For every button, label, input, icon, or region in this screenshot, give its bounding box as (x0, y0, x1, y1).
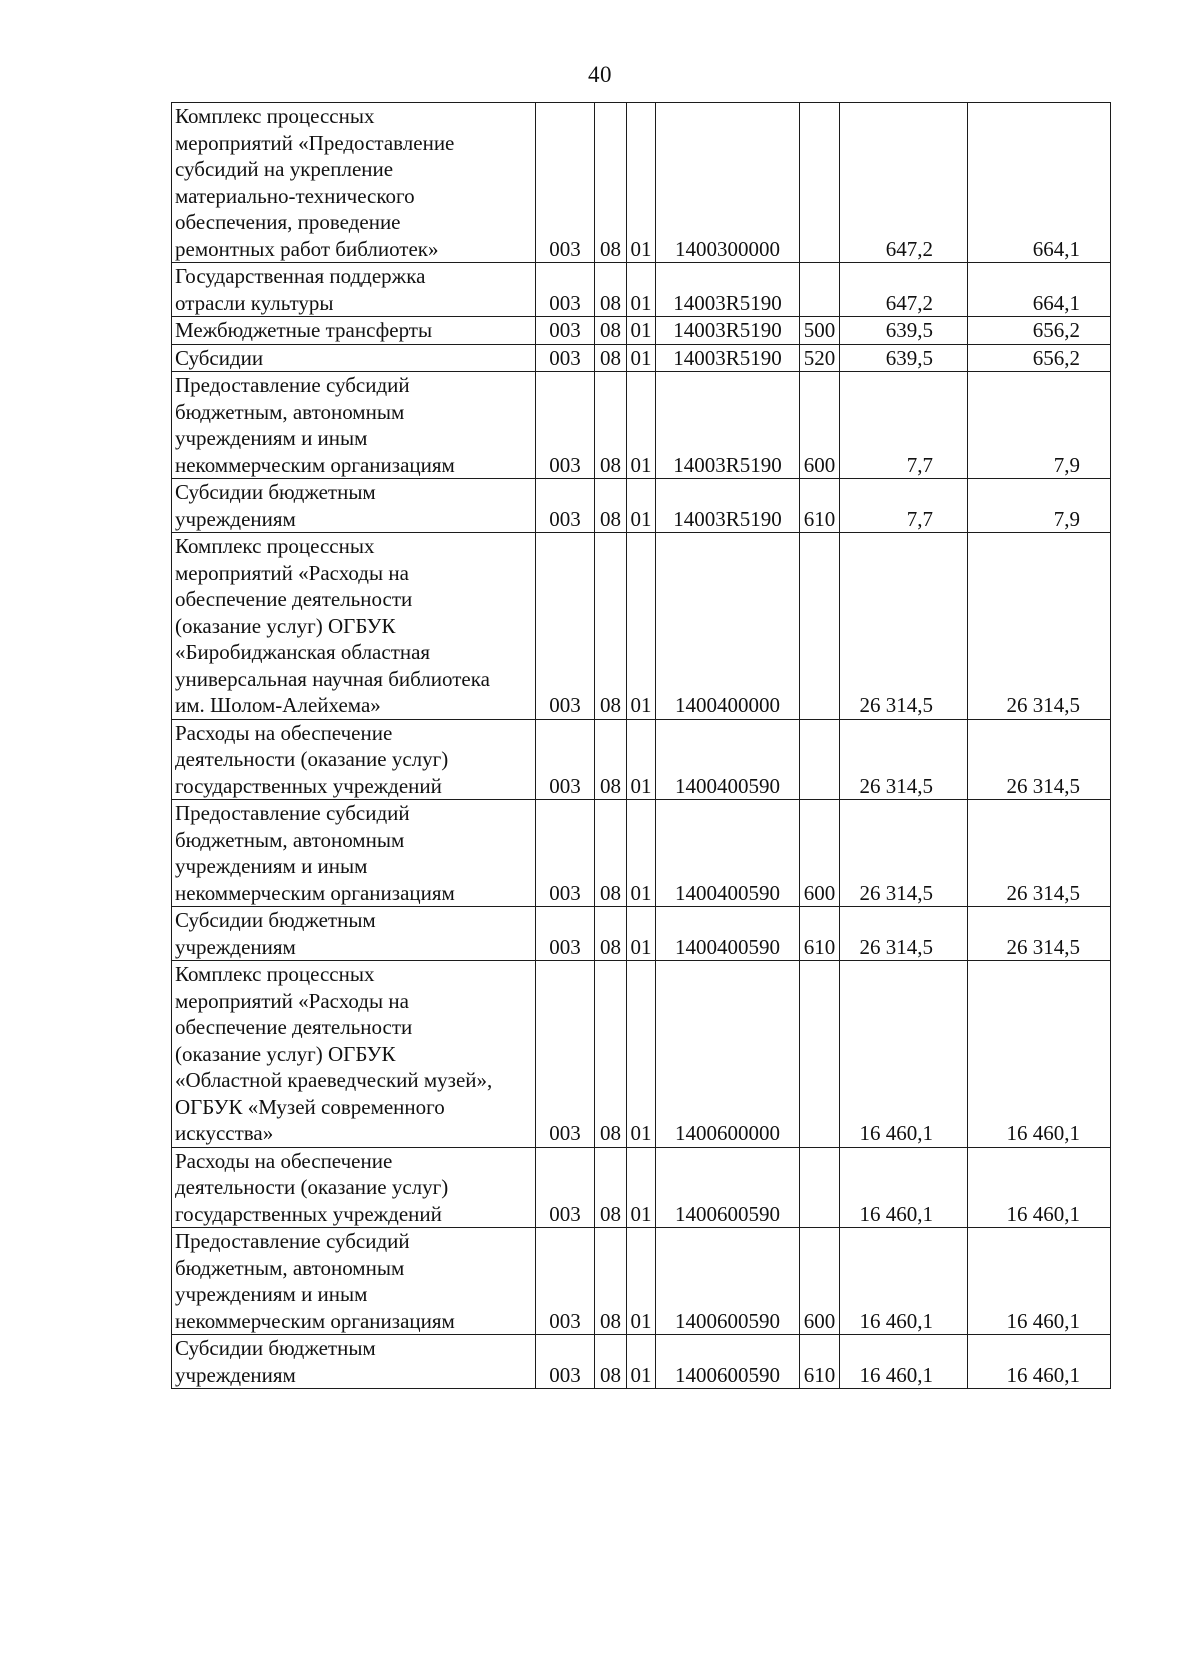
target-item-code-cell: 1400400590 (656, 719, 800, 800)
target-item-code-cell: 1400400590 (656, 907, 800, 961)
target-item-code-cell: 14003R5190 (656, 317, 800, 345)
amount-year-1-cell: 26 314,5 (840, 719, 968, 800)
amount-year-1-cell: 26 314,5 (840, 907, 968, 961)
section-code-cell: 08 (595, 907, 627, 961)
expense-type-code-cell (800, 263, 840, 317)
admin-code-cell: 003 (536, 1147, 595, 1228)
table-body (172, 103, 1111, 1389)
expense-type-code-cell (800, 533, 840, 720)
row-name-cell: Межбюджетные трансферты (172, 317, 536, 345)
amount-year-2-cell: 656,2 (968, 344, 1111, 372)
subsection-code-cell: 01 (627, 1147, 656, 1228)
amount-year-1-cell: 16 460,1 (840, 1228, 968, 1335)
admin-code-cell: 003 (536, 719, 595, 800)
target-item-code-cell: 14003R5190 (656, 372, 800, 479)
expense-type-code-cell: 610 (800, 907, 840, 961)
amount-year-2-cell: 26 314,5 (968, 533, 1111, 720)
target-item-code-cell: 14003R5190 (656, 344, 800, 372)
row-name-cell: Субсидии бюджетным учреждениям (172, 1335, 536, 1389)
amount-year-1-cell: 647,2 (840, 263, 968, 317)
amount-year-2-cell: 26 314,5 (968, 907, 1111, 961)
section-code-cell: 08 (595, 317, 627, 345)
page-number: 40 (588, 62, 612, 87)
subsection-code-cell: 01 (627, 907, 656, 961)
expense-type-code-cell: 600 (800, 372, 840, 479)
row-name-cell: Расходы на обеспечение деятельности (оказание услуг) государственных учреждений (172, 719, 536, 800)
amount-year-1-cell: 7,7 (840, 479, 968, 533)
admin-code-cell: 003 (536, 479, 595, 533)
target-item-code-cell: 1400600590 (656, 1228, 800, 1335)
target-item-code-cell: 1400600590 (656, 1335, 800, 1389)
section-code-cell: 08 (595, 372, 627, 479)
admin-code-cell: 003 (536, 907, 595, 961)
expense-type-code-cell (800, 103, 840, 263)
budget-table (171, 102, 1111, 1389)
amount-year-1-cell: 26 314,5 (840, 800, 968, 907)
admin-code-cell: 003 (536, 372, 595, 479)
subsection-code-cell: 01 (627, 479, 656, 533)
section-code-cell: 08 (595, 800, 627, 907)
target-item-code-cell: 14003R5190 (656, 263, 800, 317)
amount-year-2-cell: 664,1 (968, 263, 1111, 317)
amount-year-2-cell: 16 460,1 (968, 961, 1111, 1148)
admin-code-cell: 003 (536, 1335, 595, 1389)
row-name-cell: Комплекс процессных мероприятий «Расходы на обеспечение деятельности (оказание услуг) ОГБУК «Областной краеведческий музей», ОГБУК «Музей современного искусства» (172, 961, 536, 1148)
row-name-cell: Комплекс процессных мероприятий «Расходы на обеспечение деятельности (оказание услуг) ОГБУК «Биробиджанская областная универсальная научная библиотека им. Шолом-Алейхема» (172, 533, 536, 720)
target-item-code-cell: 1400300000 (656, 103, 800, 263)
subsection-code-cell: 01 (627, 800, 656, 907)
subsection-code-cell: 01 (627, 961, 656, 1148)
section-code-cell: 08 (595, 344, 627, 372)
amount-year-2-cell: 26 314,5 (968, 719, 1111, 800)
row-name-cell: Предоставление субсидий бюджетным, автономным учреждениям и иным некоммерческим организациям (172, 1228, 536, 1335)
section-code-cell: 08 (595, 1228, 627, 1335)
amount-year-2-cell: 7,9 (968, 479, 1111, 533)
amount-year-1-cell: 647,2 (840, 103, 968, 263)
target-item-code-cell: 1400600590 (656, 1147, 800, 1228)
row-name-cell: Субсидии бюджетным учреждениям (172, 907, 536, 961)
amount-year-2-cell: 26 314,5 (968, 800, 1111, 907)
admin-code-cell: 003 (536, 103, 595, 263)
section-code-cell: 08 (595, 103, 627, 263)
section-code-cell: 08 (595, 1147, 627, 1228)
expense-type-code-cell: 520 (800, 344, 840, 372)
amount-year-1-cell: 16 460,1 (840, 1335, 968, 1389)
row-name-cell: Расходы на обеспечение деятельности (оказание услуг) государственных учреждений (172, 1147, 536, 1228)
amount-year-2-cell: 16 460,1 (968, 1335, 1111, 1389)
admin-code-cell: 003 (536, 961, 595, 1148)
amount-year-1-cell: 16 460,1 (840, 1147, 968, 1228)
subsection-code-cell: 01 (627, 317, 656, 345)
subsection-code-cell: 01 (627, 719, 656, 800)
table-row (172, 263, 1111, 317)
target-item-code-cell: 14003R5190 (656, 479, 800, 533)
subsection-code-cell: 01 (627, 344, 656, 372)
subsection-code-cell: 01 (627, 533, 656, 720)
table-row (172, 1228, 1111, 1335)
target-item-code-cell: 1400400000 (656, 533, 800, 720)
expense-type-code-cell: 610 (800, 479, 840, 533)
amount-year-1-cell: 7,7 (840, 372, 968, 479)
table-row (172, 719, 1111, 800)
admin-code-cell: 003 (536, 533, 595, 720)
table-row (172, 800, 1111, 907)
subsection-code-cell: 01 (627, 103, 656, 263)
admin-code-cell: 003 (536, 263, 595, 317)
subsection-code-cell: 01 (627, 372, 656, 479)
admin-code-cell: 003 (536, 1228, 595, 1335)
expense-type-code-cell: 600 (800, 800, 840, 907)
section-code-cell: 08 (595, 719, 627, 800)
subsection-code-cell: 01 (627, 1335, 656, 1389)
expense-type-code-cell (800, 719, 840, 800)
row-name-cell: Субсидии бюджетным учреждениям (172, 479, 536, 533)
table-row (172, 317, 1111, 345)
section-code-cell: 08 (595, 1335, 627, 1389)
section-code-cell: 08 (595, 961, 627, 1148)
amount-year-1-cell: 16 460,1 (840, 961, 968, 1148)
table-row (172, 1335, 1111, 1389)
admin-code-cell: 003 (536, 800, 595, 907)
amount-year-2-cell: 16 460,1 (968, 1147, 1111, 1228)
section-code-cell: 08 (595, 479, 627, 533)
table-row (172, 103, 1111, 263)
admin-code-cell: 003 (536, 317, 595, 345)
table-row (172, 1147, 1111, 1228)
amount-year-2-cell: 664,1 (968, 103, 1111, 263)
amount-year-2-cell: 7,9 (968, 372, 1111, 479)
amount-year-1-cell: 26 314,5 (840, 533, 968, 720)
expense-type-code-cell: 500 (800, 317, 840, 345)
amount-year-2-cell: 16 460,1 (968, 1228, 1111, 1335)
row-name-cell: Государственная поддержка отрасли культуры (172, 263, 536, 317)
table-row (172, 372, 1111, 479)
amount-year-2-cell: 656,2 (968, 317, 1111, 345)
admin-code-cell: 003 (536, 344, 595, 372)
expense-type-code-cell (800, 961, 840, 1148)
section-code-cell: 08 (595, 533, 627, 720)
row-name-cell: Предоставление субсидий бюджетным, автономным учреждениям и иным некоммерческим организациям (172, 800, 536, 907)
table-row (172, 533, 1111, 720)
row-name-cell: Субсидии (172, 344, 536, 372)
table-row (172, 479, 1111, 533)
table-row (172, 344, 1111, 372)
expense-type-code-cell (800, 1147, 840, 1228)
expense-type-code-cell: 600 (800, 1228, 840, 1335)
section-code-cell: 08 (595, 263, 627, 317)
target-item-code-cell: 1400600000 (656, 961, 800, 1148)
amount-year-1-cell: 639,5 (840, 317, 968, 345)
subsection-code-cell: 01 (627, 263, 656, 317)
table-row (172, 907, 1111, 961)
table-row (172, 961, 1111, 1148)
row-name-cell: Комплекс процессных мероприятий «Предоставление субсидий на укрепление материально-технического обеспечения, проведение ремонтных работ библиотек» (172, 103, 536, 263)
row-name-cell: Предоставление субсидий бюджетным, автономным учреждениям и иным некоммерческим организациям (172, 372, 536, 479)
expense-type-code-cell: 610 (800, 1335, 840, 1389)
subsection-code-cell: 01 (627, 1228, 656, 1335)
target-item-code-cell: 1400400590 (656, 800, 800, 907)
amount-year-1-cell: 639,5 (840, 344, 968, 372)
